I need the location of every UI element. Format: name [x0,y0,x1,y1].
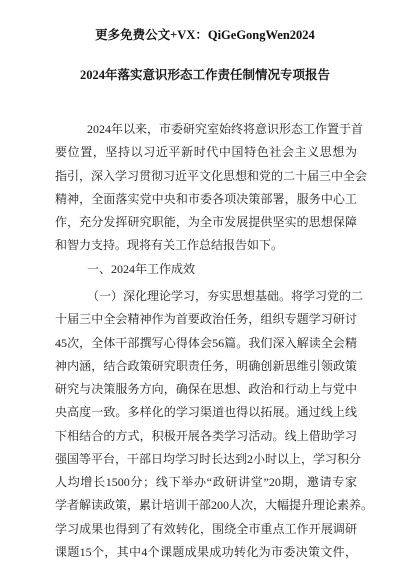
section-paragraph-line: 课题15个，其中4个课题成果成功转化为市委决策文件， [55,544,357,559]
section-paragraph-line: 强国等平台，干部日均学习时长达到2小时以上，学习积分 [55,451,362,466]
section-paragraph-line: 下相结合的方式，积极开展各类学习活动。线上借助学习 [55,428,357,443]
section-paragraph-line: 央高度一致。多样化的学习渠道也得以拓展。通过线上线 [55,405,357,420]
intro-paragraph-line: 和智力支持。现将有关工作总结报告如下。 [55,238,284,253]
intro-paragraph [55,118,368,258]
section-paragraph-line: 45次，全体干部撰写心得体会56篇。我们深入解读全会精 [55,335,357,350]
section-paragraph-line: 研究与决策服务方向，确保在思想、政治和行动上与党中 [55,382,357,396]
intro-paragraph-line: 指引，深入学习贯彻习近平文化思想和党的二十届三中全会 [55,168,368,183]
intro-paragraph-line: 2024年以来，市委研究室始终将意识形态工作置于首 [87,122,364,136]
section-paragraph-line: 学习成果也得到了有效转化，围绕全市重点工作开展调研 [55,521,357,536]
section-paragraph-line: 学者解读政策，累计培训干部200人次，大幅提升理论素养。 [55,498,374,513]
section-paragraph [55,285,374,564]
intro-paragraph-line: 精神，全面落实党中央和市委各项决策部署，服务中心工 [55,191,357,206]
section-paragraph-line: 人均增长1500分；线下举办“政研讲堂”20期，邀请专家 [55,475,357,489]
section-paragraph-line: 神内涵，结合政策研究职责任务，明确创新思维引领政策 [55,358,357,373]
document-title: 2024年落实意识形态工作责任制情况专项报告 [79,68,330,82]
section-paragraph-line: 十届三中全会精神作为首要政治任务，组织专题学习研讨 [55,312,357,327]
intro-paragraph-line: 作，充分发挥研究职能，为全市发展提供坚实的思想保障 [55,215,357,229]
section-paragraph-line: （一）深化理论学习，夯实思想基础。将学习党的二 [87,289,364,303]
intro-paragraph-line: 要位置，坚持以习近平新时代中国特色社会主义思想为 [55,145,357,160]
section-heading: 一、2024年工作成效 [87,262,196,276]
promo-header: 更多免费公文+VX：QiGeGongWen2024 [95,28,315,42]
